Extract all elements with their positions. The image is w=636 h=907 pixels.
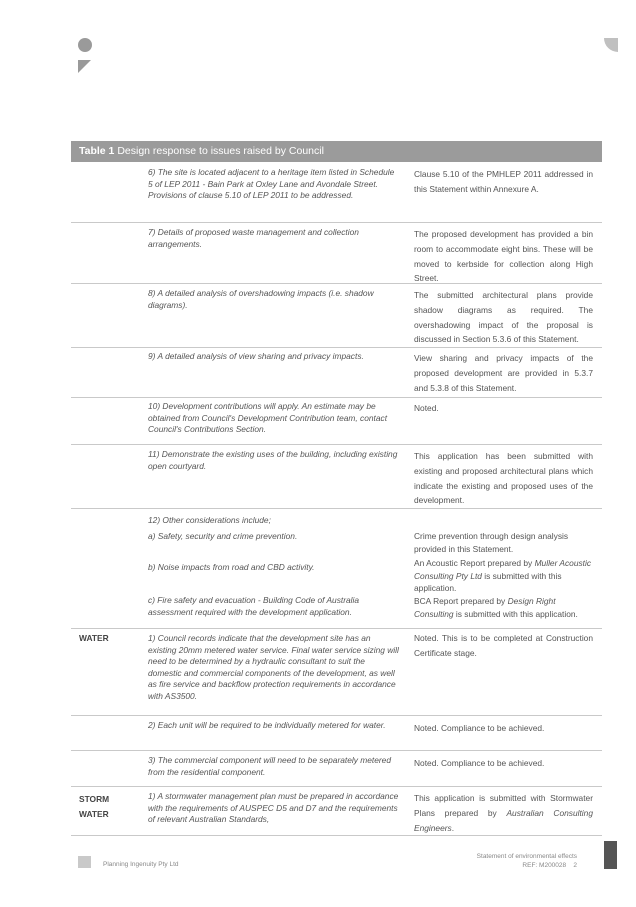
response-text: Noted. Compliance to be achieved.	[414, 723, 545, 733]
response-text: The submitted architectural plans provide shadow diagrams as required. The overshadowing impact of the proposal is discussed in Section 5.3.6 of this Statement.	[414, 290, 593, 345]
footer-logo-square	[78, 856, 91, 868]
table-row	[71, 348, 602, 398]
issue-text: 2) Each unit will be required to be individually metered for water.	[148, 720, 386, 730]
issue-text: 7) Details of proposed waste management and collection arrangements.	[148, 227, 359, 249]
issue-text: 11) Demonstrate the existing uses of the building, including existing open courtyard.	[148, 449, 398, 471]
table-row	[71, 629, 602, 716]
table-row	[71, 716, 602, 751]
design-response-table	[71, 162, 602, 836]
table-row	[71, 398, 602, 445]
sub-issue-text: a) Safety, security and crime prevention.	[148, 531, 298, 541]
logo-circle	[78, 38, 92, 52]
issue-text: 1) A stormwater management plan must be prepared in accordance with the requirements of AUSPEC D5 and D7 and the requirements of relevant Australian Standards,	[148, 791, 399, 824]
response-text: This application is submitted with Stormwater Plans prepared by Australian Consulting Engineers.	[414, 793, 593, 833]
category-label: STORM WATER	[79, 794, 110, 819]
table-row	[71, 445, 602, 509]
footer-document-title: Statement of environmental effects	[476, 853, 577, 860]
sub-issue-text: c) Fire safety and evacuation - Building Code of Australia assessment required with the development application.	[148, 595, 360, 617]
response-text: The proposed development has provided a bin room to accommodate eight bins. These will be moved to kerbside for collection along High Street.	[414, 229, 593, 284]
issue-text: 8) A detailed analysis of overshadowing impacts (i.e. shadow diagrams).	[148, 288, 374, 310]
issue-text: 12) Other considerations include;	[148, 515, 271, 525]
table-row	[71, 284, 602, 348]
response-text: Noted.	[414, 403, 439, 413]
issue-text: 1) Council records indicate that the development site has an existing 20mm metered water service. Final water service sizing will need to be determined by a hydraulic consultant to suit the domestic and commercial components of the development, as well as fire service and backflow protection requirements in accordance with AS3500.	[148, 633, 399, 701]
issue-text: 6) The site is located adjacent to a heritage item listed in Schedule 5 of LEP 2011 - Bain Park at Oxley Lane and Avondale Street. Provisions of clause 5.10 of LEP 2011 to be addressed.	[148, 167, 395, 200]
sub-issue-text: b) Noise impacts from road and CBD activity.	[148, 562, 315, 572]
footer-company: Planning Ingenuity Pty Ltd	[103, 861, 179, 868]
issue-text: 9) A detailed analysis of view sharing and privacy impacts.	[148, 351, 364, 361]
issue-text: 3) The commercial component will need to be separately metered from the residential component.	[148, 755, 391, 777]
response-text: Noted. This is to be completed at Construction Certificate stage.	[414, 633, 593, 658]
table-row	[71, 223, 602, 284]
corner-mark	[604, 38, 618, 52]
footer-reference: REF: M200028 2	[522, 862, 577, 869]
table-row	[71, 162, 602, 223]
response-text: This application has been submitted with existing and proposed architectural plans which indicate the existing and proposed uses of the development.	[414, 451, 593, 506]
category-label: WATER	[79, 633, 109, 643]
sub-response-text: An Acoustic Report prepared by Muller Acoustic Consulting Pty Ltd is submitted with this application.	[414, 558, 592, 593]
issue-text: 10) Development contributions will apply. An estimate may be obtained from Council's Development Contribution team, contact Council's Contributions Section.	[148, 401, 388, 434]
table-row	[71, 751, 602, 787]
table-row	[71, 787, 602, 836]
logo-triangle	[78, 60, 91, 73]
response-text: Clause 5.10 of the PMHLEP 2011 addressed in this Statement within Annexure A.	[414, 169, 593, 194]
sub-response-text: BCA Report prepared by Design Right Consulting is submitted with this application.	[414, 596, 578, 619]
response-text: Noted. Compliance to be achieved.	[414, 758, 545, 768]
table-title: Table 1 Design response to issues raised by Council	[71, 141, 602, 162]
footer-page-bar	[604, 841, 617, 869]
table-row	[71, 509, 602, 629]
sub-response-text: Crime prevention through design analysis provided in this Statement.	[414, 531, 569, 554]
response-text: View sharing and privacy impacts of the proposed development are provided in 5.3.7 and 5.3.8 of this Statement.	[414, 353, 593, 393]
page-number: 2	[573, 862, 577, 869]
